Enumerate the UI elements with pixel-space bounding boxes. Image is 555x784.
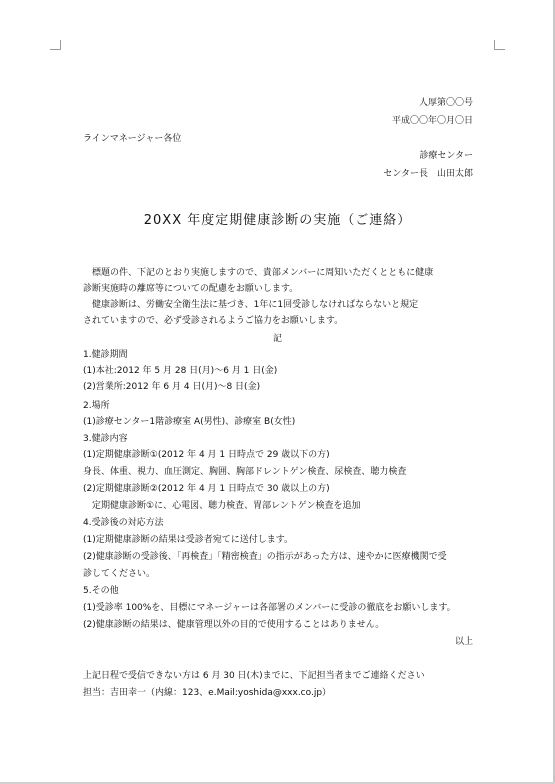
ki-heading: 記 <box>272 334 282 344</box>
section-4-item-1: (1)定期健康診断の結果は受診者宛てに送付します。 <box>83 535 294 545</box>
section-5-item-1: (1)受診率 100%を、目標にマネージャーは各部署のメンバーに受診の徹底をお願いします。 <box>83 603 456 613</box>
document-title: 20XX 年度定期健康診断の実施（ご連絡） <box>143 213 412 228</box>
intro-line-1: 標題の件、下記のとおり実施しますので、貴部メンバーに周知いただくとともに健康 <box>83 268 434 278</box>
footer-note: 上記日程で受信できない方は 6 月 30 日(木)までに、下記担当者までご連絡ください <box>83 671 425 681</box>
intro-line-3: 健康診断は、労働安全衛生法に基づき、1年に1回受診しなければならないと規定 <box>83 300 419 310</box>
section-3-item-2-detail: 定期健康診断①に、心電図、聴力検査、胃部レントゲン検査を追加 <box>83 501 361 511</box>
sender-name: センター長 山田太郎 <box>383 169 473 179</box>
section-5-item-2: (2)健康診断の結果は、健康管理以外の目的で使用することはありません。 <box>83 620 385 630</box>
section-5-heading: 5.その他 <box>83 586 119 596</box>
section-4-heading: 4.受診後の対応方法 <box>83 518 164 528</box>
intro-line-4: されていますので、必ず受診されるようご協力をお願いします。 <box>83 316 344 326</box>
recipient: ラインマネージャー各位 <box>83 134 182 144</box>
doc-number: 人厚第〇〇号 <box>418 98 473 108</box>
crop-mark-top-right-h <box>495 49 505 50</box>
section-4-item-2-line-2: 診してください。 <box>83 569 156 579</box>
crop-mark-top-left <box>60 40 61 50</box>
footer-contact: 担当：吉田幸一（内線：123、e.Mail:yoshida@xxx.co.jp） <box>83 688 332 698</box>
crop-mark-top-left-h <box>50 49 60 50</box>
section-1-heading: 1.健診期間 <box>83 350 128 360</box>
doc-date: 平成〇〇年〇月〇日 <box>391 116 473 126</box>
section-3-heading: 3.健診内容 <box>83 434 128 444</box>
ijo-closing: 以上 <box>454 637 473 647</box>
intro-line-2: 診断実施時の離席等についての配慮をお願いします。 <box>83 284 299 294</box>
section-3-item-1: (1)定期健康診断①(2012 年 4 月 1 日時点で 29 歳以下の方) <box>83 450 330 460</box>
section-4-item-2-line-1: (2)健康診断の受診後、「再検査」「精密検査」の指示があった方は、速やかに医療機関で受 <box>83 552 447 562</box>
section-2-heading: 2.場所 <box>83 401 110 411</box>
section-1-item-2: (2)営業所:2012 年 6 月 4 日(月)～8 日(金) <box>83 382 261 392</box>
section-3-item-1-detail: 身長、体重、視力、血圧測定、胸囲、胸部ドレントゲン検査、尿検査、聴力検査 <box>83 467 407 477</box>
section-2-item-1: (1)診療センター1階診療室 A(男性)、診療室 B(女性) <box>83 417 296 427</box>
section-3-item-2: (2)定期健康診断②(2012 年 4 月 1 日時点で 30 歳以上の方) <box>83 484 330 494</box>
sender-department: 診療センター <box>419 151 473 161</box>
section-1-item-1: (1)本社:2012 年 5 月 28 日(月)～6 月 1 日(金) <box>83 366 278 376</box>
